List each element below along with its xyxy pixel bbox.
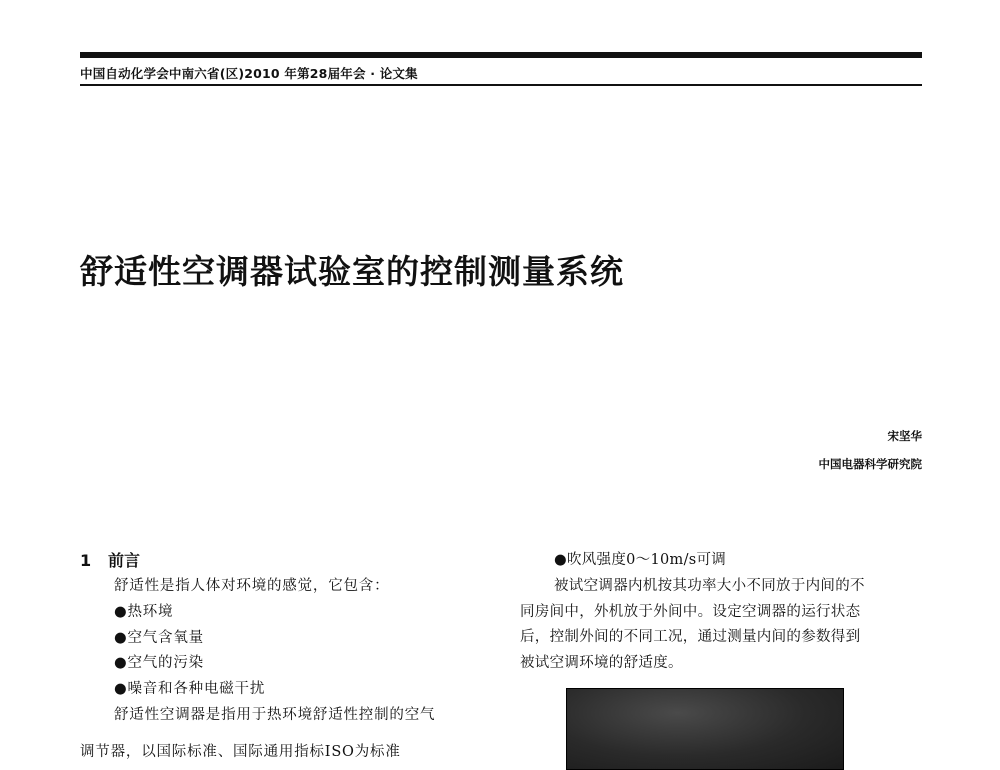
author-name: 宋坚华 (887, 429, 922, 443)
running-head: 中国自动化学会中南六省(区)2010 年第28届年会 · 论文集 (80, 66, 418, 81)
section-title: 前言 (108, 551, 141, 570)
section-heading (80, 548, 490, 574)
left-column (80, 548, 490, 729)
header-rule-thin (80, 84, 922, 86)
right-column (520, 548, 922, 677)
bullet-item: ●空气含氧量 (114, 629, 204, 646)
bullet-item: ●噪音和各种电磁干扰 (114, 681, 266, 698)
figure-photo (566, 688, 844, 770)
bullet-item: ●热环境 (114, 603, 174, 620)
paragraph-line: 舒适性空调器是指用于热环境舒适性控制的空气 (114, 706, 436, 723)
paragraph-line: 舒适性是指人体对环境的感觉，它包含： (114, 578, 390, 594)
paragraph-line: 同房间中，外机放于外间中。设定空调器的运行状态 (520, 603, 861, 620)
bullet-item: ●吹风强度0～10m/s可调 (554, 552, 727, 568)
paragraph-line: 被试空调器内机按其功率大小不同放于内间的不 (554, 577, 865, 594)
header-rule-thick (80, 52, 922, 58)
article-title: 舒适性空调器试验室的控制测量系统 (80, 252, 624, 291)
paragraph-line: 后，控制外间的不同工况，通过测量内间的参数得到 (520, 629, 861, 646)
paragraph-line: 被试空调环境的舒适度。 (520, 655, 683, 672)
paragraph-line-cut: 调节器，以国际标准、国际通用指标ISO为标准 (80, 744, 401, 760)
bullet-item: ●空气的污染 (114, 655, 204, 672)
author-affiliation: 中国电器科学研究院 (818, 457, 922, 471)
section-number: 1 (80, 551, 92, 570)
